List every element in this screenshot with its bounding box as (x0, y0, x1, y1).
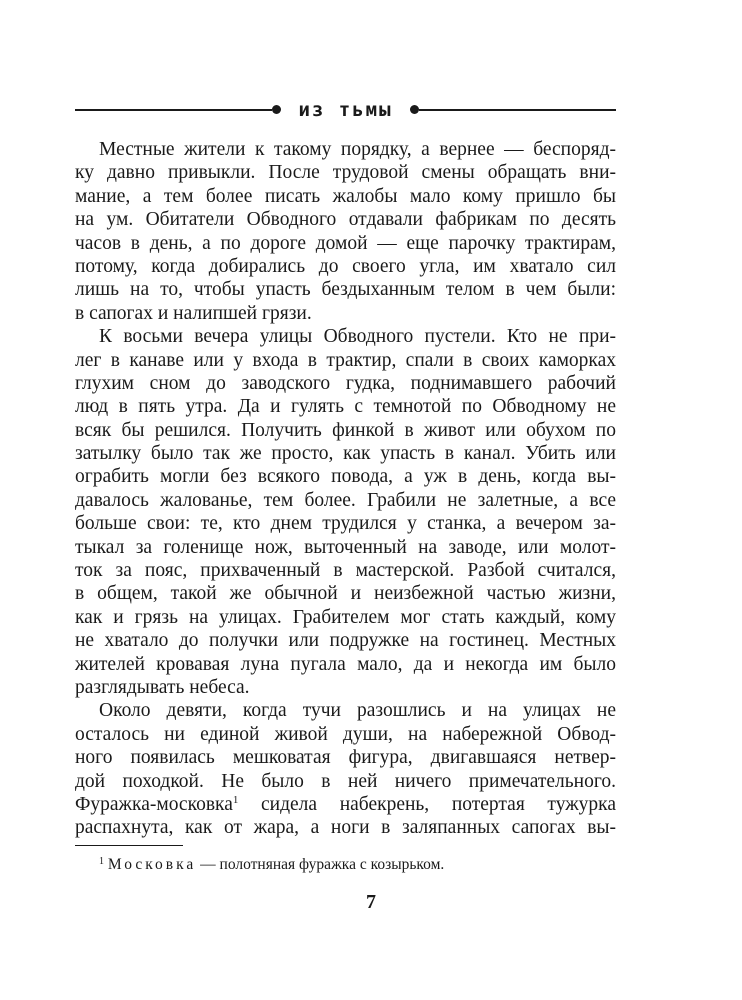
footnote-marker: 1 (99, 856, 104, 867)
text-line: потому, когда добирались до своего угла, им хватало сил (75, 255, 616, 277)
text-line: лишь на то, чтобы упасть бездыханным телом в чем были: (75, 279, 616, 301)
text-line: всяк бы решился. Получить финкой в живот или обухом по (75, 419, 616, 441)
text-fragment: Фуражка-московка (75, 793, 233, 815)
text-line: ток за пояс, прихваченный в мастерской. Разбой считался, (75, 560, 616, 582)
text-line: К восьми вечера улицы Обводного пустели. Кто не при- (99, 326, 616, 348)
text-line: больше свои: те, кто днем трудился у станка, а вечером за- (75, 513, 616, 535)
footnote (99, 855, 444, 875)
text-fragment: сидела набекрень, потертая тужурка (238, 793, 616, 815)
running-head-rule-right (419, 109, 616, 111)
text-line: осталось ни единой живой души, на набережной Обвод- (75, 723, 616, 745)
text-line: на ум. Обитатели Обводного отдавали фабрикам по десять (75, 209, 616, 231)
text-line: глухим сном до заводского гудка, поднимавшего рабочий (75, 372, 616, 394)
footnote-definition: — полотняная фуражка с козырьком. (196, 856, 445, 873)
text-line: ку давно привыкли. После трудовой смены обращать вни- (75, 162, 616, 184)
text-line: давалось жалованье, тем более. Грабили не залетные, а все (75, 489, 616, 511)
text-line: в общем, такой же обычной и неизбежной частью жизни, (75, 583, 616, 605)
bullet-ornament-right (410, 105, 419, 114)
body-text (75, 138, 616, 840)
text-line: тыкал за голенище нож, выточенный на заводе, или молот- (75, 536, 616, 558)
text-line: часов в день, а по дороге домой — еще парочку трактирам, (75, 232, 616, 254)
footnote-term: Московка (107, 856, 197, 873)
text-line: Местные жители к такому порядку, а вернее — беспоряд- (99, 139, 616, 160)
text-line: распахнута, как от жара, а ноги в заляпанных сапогах вы- (75, 817, 616, 839)
text-line: мание, а тем более писать жалобы мало кому пришло бы (75, 185, 616, 207)
text-line: не хватало до получки или подружке на гостинец. Местных (75, 630, 616, 652)
footnote-separator (75, 845, 183, 846)
text-line: в сапогах и налипшей грязи. (75, 302, 312, 324)
bullet-ornament-left (272, 105, 281, 114)
text-line: дой походкой. Не было в ней ничего примечательного. (75, 770, 616, 792)
running-head (75, 98, 616, 122)
text-line: Около девяти, когда тучи разошлись и на улицах не (99, 700, 616, 722)
text-line: лег в канаве или у входа в трактир, спали в своих каморках (75, 349, 616, 371)
page-number: 7 (366, 891, 376, 913)
text-line: ограбить могли без всякого повода, а уж в день, когда вы- (75, 466, 616, 488)
text-line: затылку было так же просто, как упасть в канал. Убить или (75, 443, 616, 465)
text-line: как и грязь на улицах. Грабителем мог стать каждый, кому (75, 606, 616, 628)
footnote-reference: 1 (232, 793, 239, 806)
text-line: ного появилась мешковатая фигура, двигавшаяся нетвер- (75, 747, 616, 769)
text-line: разглядывать небеса. (75, 676, 250, 698)
running-head-title: из тьмы (298, 99, 393, 121)
text-line: люд в пять утра. Да и гулять с темнотой по Обводному не (75, 396, 616, 418)
text-line-with-footnote (75, 793, 616, 816)
running-head-rule-left (75, 109, 272, 111)
text-line: жителей кровавая луна пугала мало, да и некогда им было (75, 653, 616, 675)
